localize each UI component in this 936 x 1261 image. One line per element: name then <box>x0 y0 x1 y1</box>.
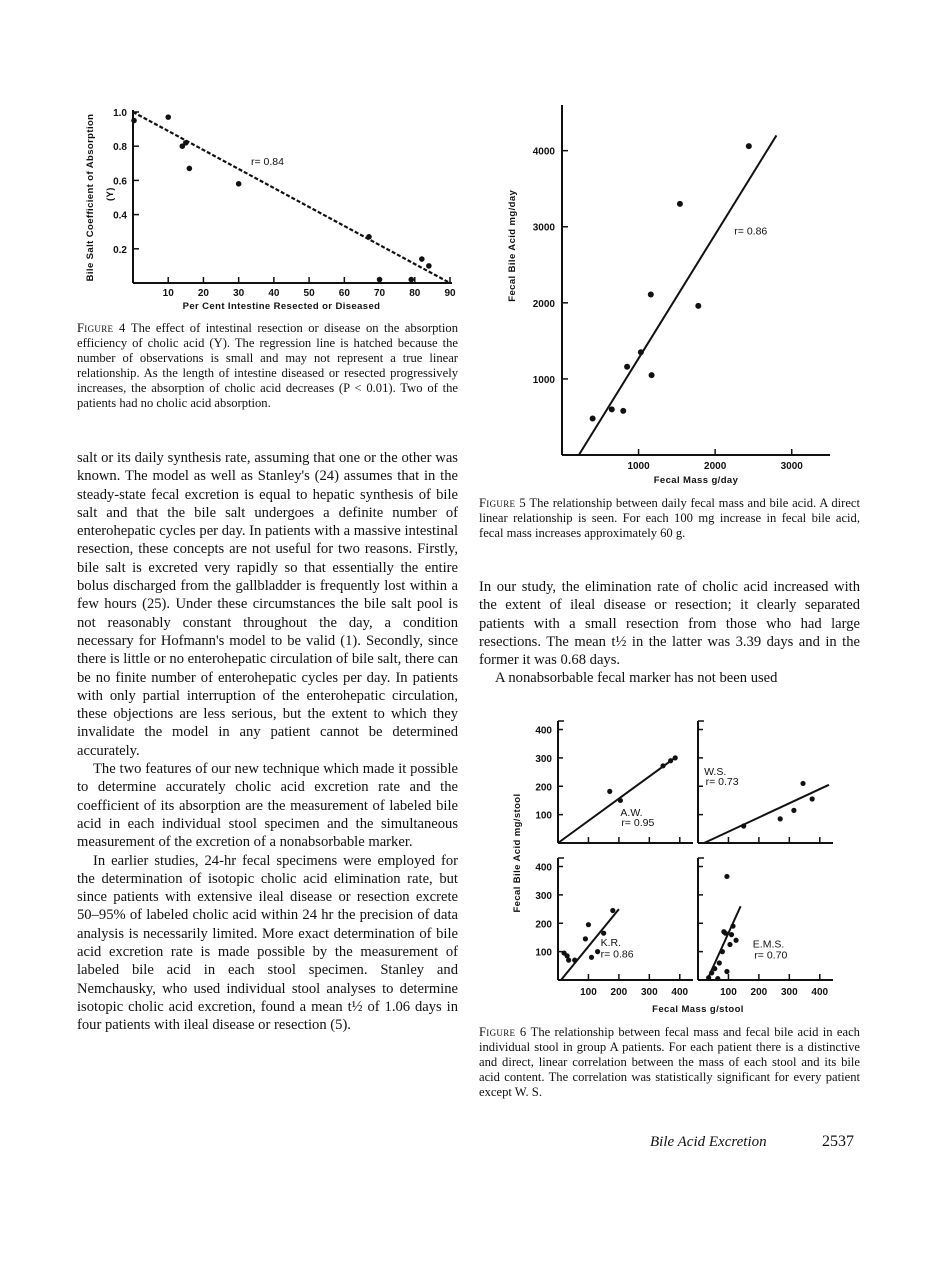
figure-6-chart <box>500 710 850 1020</box>
y-tick-label: 3000 <box>532 222 555 234</box>
regression-line <box>558 756 677 843</box>
data-point <box>566 958 571 963</box>
data-point <box>601 931 606 936</box>
x-tick-label: 100 <box>580 987 597 998</box>
data-point <box>595 949 600 954</box>
correlation-label: r= 0.84 <box>250 156 284 169</box>
left-paragraph-3: In earlier studies, 24-hr fecal specimens were employed for the determination of isotopic cholic acid elimination rate, but since patients with extensive ileal disease or resection excrete 50–95% of labeled cholic acid within 24 hr the precision of data analysis is necessarily limited. More exact determination of bile acid excretion rate is made possible by the measurement of labeled bile acid in each stool specimen. Stanley and Nemchausky, who used individual stool analyses to determine isotopic cholic acid excretion, found a mean t½ of 1.06 days in four patients with ileal disease or resection (5). <box>77 852 458 1034</box>
figure-4-caption-text: The effect of intestinal resection or disease on the absorption efficiency of cholic acid (Y). The regression line is hatched because the number of observations is small and may not represent a true linear relationship. As the length of intestine diseased or resected progressively increases, the absorption of cholic acid decreases (P < 0.01). Two of the patients had no cholic acid absorption. <box>77 321 458 410</box>
correlation-label: r= 0.70 <box>754 949 788 962</box>
x-tick-label: 90 <box>444 288 456 299</box>
x-tick-label: 50 <box>303 288 315 299</box>
data-point <box>589 955 594 960</box>
data-point <box>618 798 623 803</box>
y-tick-label: 100 <box>535 810 552 822</box>
data-point <box>730 923 735 928</box>
y-tick-label: 100 <box>535 947 552 959</box>
data-point <box>673 755 678 760</box>
data-point <box>648 291 654 297</box>
data-point <box>236 181 242 187</box>
y-axis-label: Fecal Bile Acid mg/day <box>507 189 518 302</box>
left-paragraph-2: The two features of our new technique which made it possible to determine accurately cholic acid excretion rate and the coefficient of its absorption are the measurement of labeled bile acid in each individual stool specimen and the simultaneous measurement of the excretion of a nonabsorbable marker. <box>77 761 458 851</box>
figure-4-chart <box>80 100 460 315</box>
patient-label: A.W. <box>620 807 643 820</box>
correlation-label: r= 0.86 <box>734 225 768 238</box>
data-point <box>660 763 665 768</box>
right-paragraph-1: In our study, the elimination rate of cholic acid increased with the extent of ileal disease or resection; it clearly separated patients with a small resection from those who had large resections. The mean t½ in the latter was 3.39 days and in the former it was 0.68 days. <box>479 579 860 669</box>
y-tick-label: 0.4 <box>113 210 127 222</box>
data-point <box>187 166 193 172</box>
x-tick-label: 70 <box>373 288 386 299</box>
data-point <box>778 816 783 821</box>
y-tick-label: 2000 <box>532 298 555 310</box>
y-tick-label: 0.2 <box>113 244 127 256</box>
figure-4-caption <box>77 321 458 410</box>
x-tick-label: 40 <box>268 288 280 299</box>
data-point <box>583 936 588 941</box>
correlation-label: r= 0.95 <box>621 816 655 829</box>
data-point <box>426 263 432 269</box>
data-point <box>620 408 626 414</box>
y-axis-label: Bile Salt Coefficient of Absorption <box>85 113 96 282</box>
figure-6-caption-label: Figure 6 <box>479 1025 527 1039</box>
figure-6-caption-text: The relationship between fecal mass and fecal bile acid in each individual stool in group A patients. For each patient there is a distinctive and direct, linear correlation between the mass of each stool and its bile acid content. The correlation was statistically significant for every patient except W. S. <box>479 1025 860 1099</box>
data-point <box>709 970 714 975</box>
data-point <box>720 949 725 954</box>
y-tick-label: 400 <box>535 725 552 737</box>
regression-line <box>704 785 829 843</box>
y-tick-label: 300 <box>535 753 552 765</box>
correlation-label: r= 0.73 <box>705 775 739 788</box>
data-point <box>408 277 414 283</box>
data-point <box>746 143 752 149</box>
regression-line <box>579 135 777 455</box>
data-point <box>590 415 596 421</box>
figure-4-caption-label: Figure 4 <box>77 321 126 335</box>
patient-label: W.S. <box>704 765 727 778</box>
x-tick-label: 2000 <box>704 461 727 472</box>
data-point <box>183 140 189 146</box>
x-tick-label: 300 <box>640 987 658 998</box>
data-point <box>712 966 717 971</box>
y-tick-label: 4000 <box>532 146 555 158</box>
data-point <box>791 808 796 813</box>
data-point <box>609 406 615 412</box>
data-point <box>717 960 722 965</box>
y-axis-label: Fecal Bile Acid mg/stool <box>512 793 523 913</box>
patient-label: K.R. <box>600 936 622 949</box>
patient-label: E.M.S. <box>752 938 785 951</box>
y-tick-label: 0.6 <box>113 176 127 188</box>
data-point <box>649 372 655 378</box>
data-point <box>607 789 612 794</box>
running-head: Bile Acid Excretion <box>650 1134 767 1150</box>
data-point <box>810 796 815 801</box>
x-axis-label: Fecal Mass g/stool <box>652 1004 744 1015</box>
x-tick-label: 100 <box>720 987 737 998</box>
right-text-column <box>479 578 860 688</box>
page-number: 2537 <box>822 1133 854 1150</box>
x-tick-label: 200 <box>610 987 628 998</box>
data-point <box>729 932 734 937</box>
regression-line <box>707 906 740 980</box>
figure-5-chart <box>500 100 850 485</box>
y-tick-label: 0.8 <box>113 142 127 154</box>
data-point <box>131 118 137 124</box>
data-point <box>695 303 701 309</box>
x-axis-label: Fecal Mass g/day <box>653 475 739 486</box>
data-point <box>377 277 383 283</box>
data-point <box>419 256 425 262</box>
figure-5-caption <box>479 496 860 541</box>
x-tick-label: 60 <box>338 288 350 299</box>
correlation-label: r= 0.86 <box>600 948 634 961</box>
data-point <box>638 349 644 355</box>
y-tick-label: 1000 <box>532 374 555 386</box>
data-point <box>724 969 729 974</box>
data-point <box>706 975 711 980</box>
data-point <box>723 931 728 936</box>
y-tick-label: 400 <box>535 862 552 874</box>
figure-5-caption-text: The relationship between daily fecal mass and bile acid. A direct linear relationship is seen. For each 100 mg increase in fecal bile acid, fecal mass increases approximately 60 g. <box>479 496 860 540</box>
x-tick-label: 200 <box>750 987 768 998</box>
x-axis-label: Per Cent Intestine Resected or Diseased <box>182 301 381 312</box>
x-tick-label: 300 <box>780 987 798 998</box>
data-point <box>366 234 372 240</box>
figure-5-caption-label: Figure 5 <box>479 496 526 510</box>
y-tick-label: 1.0 <box>113 108 127 119</box>
data-point <box>727 942 732 947</box>
data-point <box>733 938 738 943</box>
data-point <box>165 114 171 120</box>
data-point <box>715 976 720 981</box>
left-paragraph-1: salt or its daily synthesis rate, assuming that one or the other was known. The model as well as Stanley's (24) assumes that in the steady-state fecal excretion is equal to hepatic synthesis of bile salt and that the bile salt undergoes a definite number of enterohepatic cycles per day. In patients with a massive intestinal resection, these concepts are not useful for two reasons. Firstly, bile salt is excreted very rapidly so that essentially the entire bolus discharged from the gallbladder is frequently lost within a few hours (25). Under these circumstances the bile salt pool is not reasonably constant throughout the day, a condition necessary for Hofmann's model to be valid (1). Secondly, since there is little or no enterohepatic circulation of bile salt, there can be no finite number of enterohepatic cycles per day. In patients with only partial interruption of the enterohepatic circulation, these objections are less serious, but the extent to which they invalidate the model in any patient cannot be determined accurately. <box>77 450 458 759</box>
data-point <box>624 364 630 370</box>
data-point <box>610 908 615 913</box>
data-point <box>572 958 577 963</box>
x-tick-label: 400 <box>671 987 689 998</box>
data-point <box>586 922 591 927</box>
figure-6-caption <box>479 1025 860 1100</box>
y-tick-label: 200 <box>535 782 552 794</box>
y-tick-label: 200 <box>535 919 552 931</box>
x-tick-label: 3000 <box>780 461 803 472</box>
x-tick-label: 1000 <box>627 461 650 472</box>
regression-line-hatched <box>133 112 450 283</box>
y-tick-label: 300 <box>535 890 552 902</box>
x-tick-label: 400 <box>811 987 829 998</box>
x-tick-label: 10 <box>162 288 174 299</box>
y-axis-label-secondary: (Y) <box>105 187 116 202</box>
data-point <box>800 781 805 786</box>
x-tick-label: 30 <box>233 288 245 299</box>
data-point <box>668 758 673 763</box>
x-tick-label: 20 <box>197 288 210 299</box>
right-paragraph-2: A nonabsorbable fecal marker has not been used <box>495 670 778 687</box>
data-point <box>741 823 746 828</box>
left-text-column <box>77 449 458 1035</box>
x-tick-label: 80 <box>409 288 421 299</box>
data-point <box>677 201 683 207</box>
data-point <box>724 874 729 879</box>
